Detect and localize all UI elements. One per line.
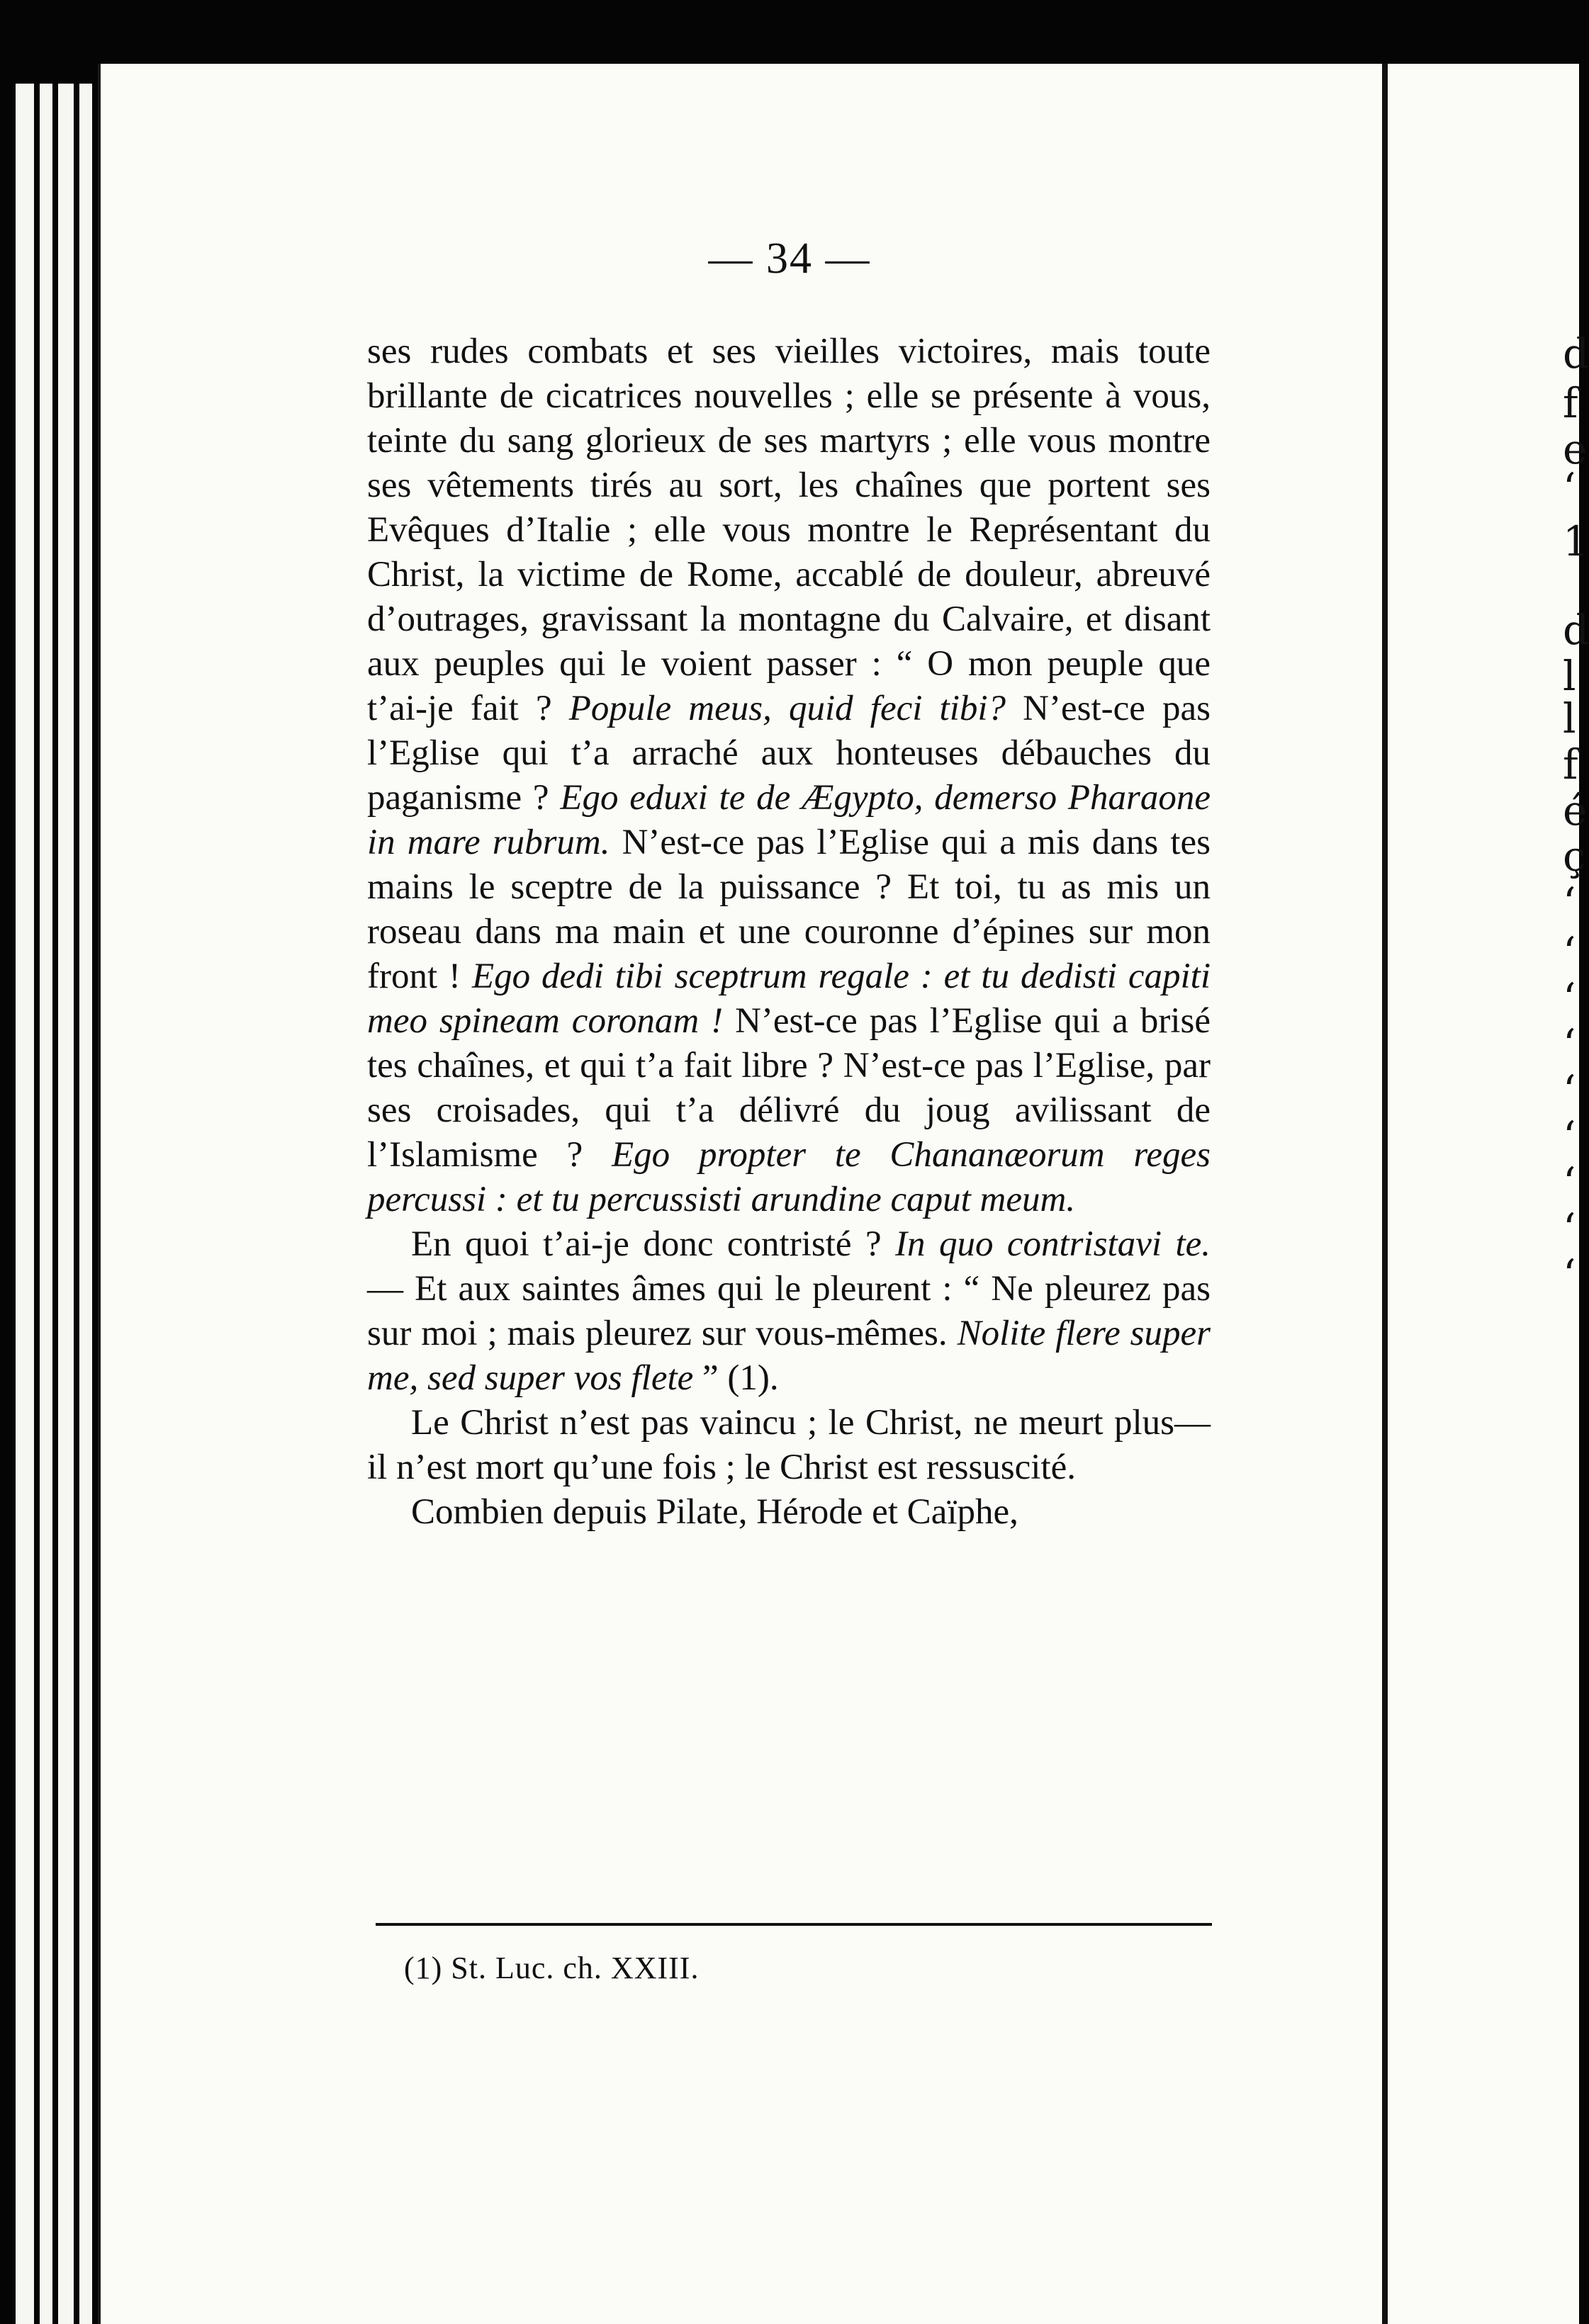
page-edge xyxy=(79,84,92,2324)
text-run: Le Christ n’est pas vaincu ; le Christ, ne meurt plus—il n’est mort qu’une fois ; le Christ est ressuscité. xyxy=(367,1403,1211,1487)
latin-quotation: Nolite flere super me, sed super vos flete xyxy=(367,1314,1211,1398)
footnote: (1) St. Luc. ch. XXIII. xyxy=(404,1951,700,1985)
text-run: N’est-ce pas l’Eglise qui a mis dans tes mains le sceptre de la puissance ? Et toi, tu as mis un roseau dans ma main et une couronne d’épines sur mon front ! xyxy=(367,823,1211,996)
page-fold xyxy=(1382,64,1388,2324)
cropped-letter: ‘ xyxy=(1563,1158,1576,1207)
cropped-letter: ‘ xyxy=(1563,928,1576,976)
page-edge xyxy=(40,84,52,2324)
text-run: En quoi t’ai-je donc contristé ? xyxy=(411,1224,896,1264)
paragraph xyxy=(367,329,1211,1222)
paragraph xyxy=(367,1490,1211,1535)
page-edge xyxy=(16,84,34,2324)
cropped-letter: e xyxy=(1563,425,1588,473)
cropped-letter: f xyxy=(1563,740,1578,789)
latin-quotation: Ego dedi tibi sceptrum regale : et tu dedisti capiti meo spineam coronam ! xyxy=(367,957,1211,1041)
latin-quotation: Ego propter te Chananæorum reges percussi : et tu percussisti arundine caput meum. xyxy=(367,1135,1211,1219)
cropped-letter: ‘ xyxy=(1563,464,1576,512)
text-run: — Et aux saintes âmes qui le pleurent : “ Ne pleurez pas sur moi ; mais pleurez sur vous-mêmes. xyxy=(367,1269,1211,1353)
cropped-letter: l xyxy=(1563,652,1576,700)
text-run: Combien depuis Pilate, Hérode et Caïphe, xyxy=(411,1492,1018,1532)
cropped-letter: é xyxy=(1563,786,1588,835)
latin-quotation: Popule meus, quid feci tibi? xyxy=(568,689,1006,728)
text-run: ” (1). xyxy=(693,1358,779,1398)
cropped-letter: ‘ xyxy=(1563,1066,1576,1115)
cropped-letter: d xyxy=(1563,329,1589,378)
cropped-letter: ‘ xyxy=(1563,1020,1576,1068)
cropped-letter: ç xyxy=(1563,833,1586,881)
paragraph xyxy=(367,1222,1211,1401)
body-text xyxy=(367,329,1211,1535)
cropped-letter: ‘ xyxy=(1563,879,1576,927)
latin-quotation: Ego eduxi te de Ægypto, demerso Pharaone in mare rubrum. xyxy=(367,778,1211,862)
cropped-letter: ‘ xyxy=(1563,1205,1576,1253)
paragraph xyxy=(367,1401,1211,1490)
cropped-letter: ‘ xyxy=(1563,974,1576,1022)
footnote-rule xyxy=(376,1923,1212,1926)
cropped-letter: f xyxy=(1563,379,1578,427)
cropped-letter: ‘ xyxy=(1563,1251,1576,1299)
cropped-letter: 1 xyxy=(1563,517,1589,565)
page-edge xyxy=(58,84,74,2324)
text-run: ses rudes combats et ses vieilles victoires, mais toute brillante de cicatrices nouvelles ; elle se présente à vous, teinte du sang glorieux de ses martyrs ; elle vous montre ses vêtements tirés au sort, les chaînes que portent ses Evêques d’Italie ; elle vous montre le Représentant du Christ, la victime de Rome, accablé de douleur, abreuvé d’outrages, gravissant la montagne du Calvaire, et disant aux peuples qui le voient passer : “ O mon peuple que t’ai-je fait ? xyxy=(367,332,1211,728)
cropped-letter: ‘ xyxy=(1563,1112,1576,1161)
text-run: N’est-ce pas l’Eglise qui a brisé tes chaînes, et qui t’a fait libre ? N’est-ce pas l’Eglise, par ses croisades, qui t’a délivré du joug avilissant de l’Islamisme ? xyxy=(367,1001,1211,1175)
page-number: — 34 — xyxy=(708,235,871,283)
text-run: N’est-ce pas l’Eglise qui t’a arraché aux honteuses débauches du paganisme ? xyxy=(367,689,1211,818)
cropped-letter: d xyxy=(1563,606,1589,654)
cropped-letter: l xyxy=(1563,694,1576,743)
next-page-sliver xyxy=(1389,64,1579,2324)
latin-quotation: In quo contristavi te. xyxy=(895,1224,1211,1264)
